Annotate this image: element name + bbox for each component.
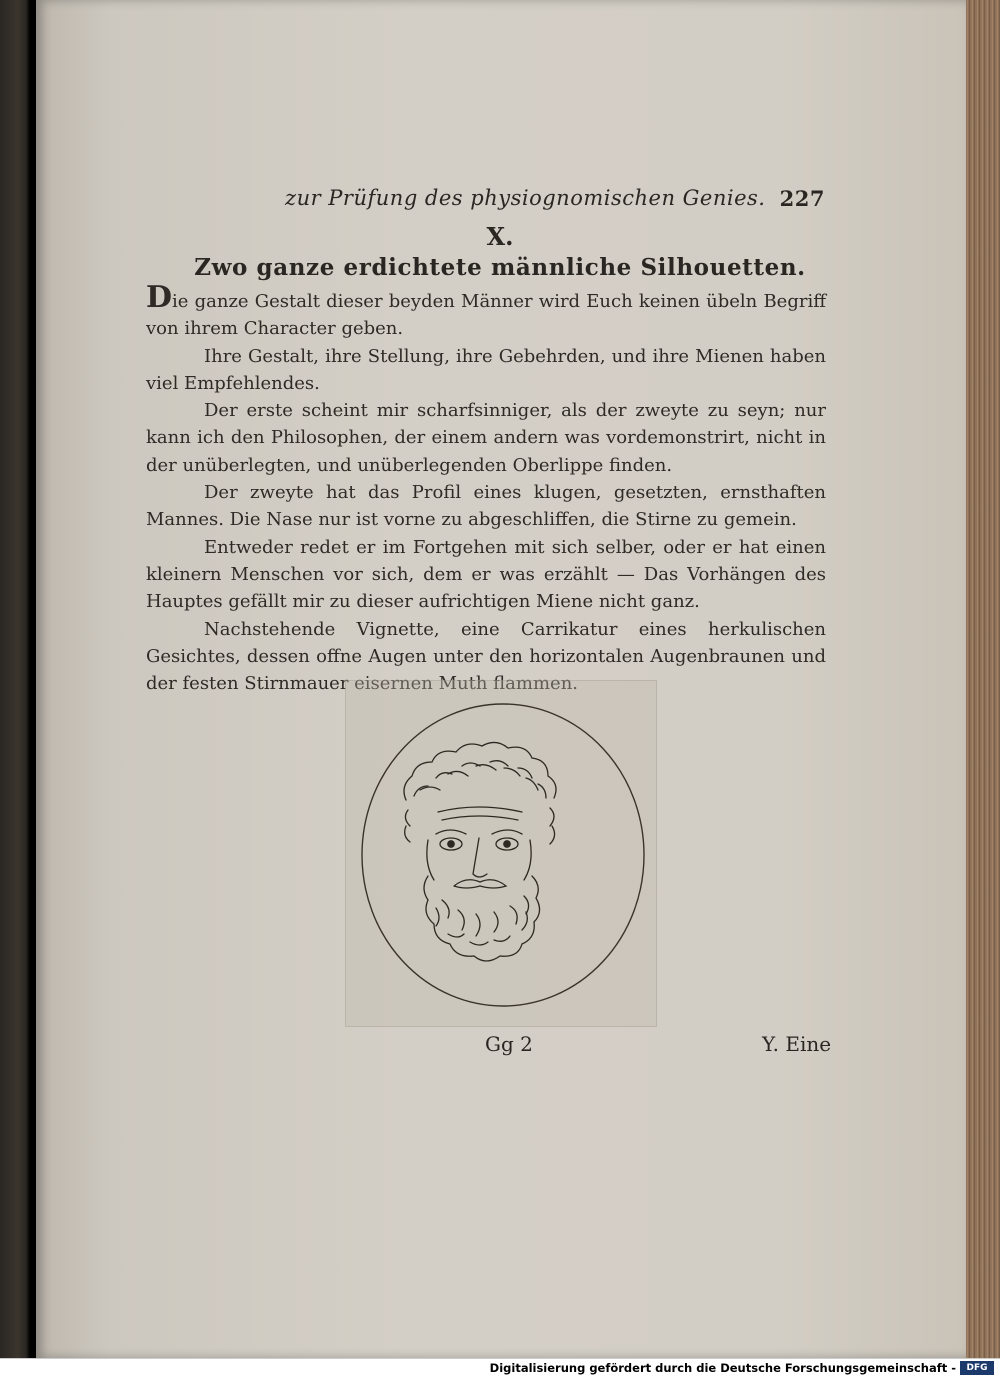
- paragraph: Die ganze Gestalt dieser beyden Männer wird Euch keinen übeln Begriff von ihrem Character geben.: [146, 280, 826, 340]
- body-text: [146, 280, 826, 697]
- drop-cap: D: [146, 280, 173, 315]
- dfg-logo: DFG: [960, 1361, 994, 1375]
- catchword: Y. Eine: [762, 1032, 832, 1056]
- paragraph: Der erste scheint mir scharfsinniger, als der zweyte zu seyn; nur kann ich den Philosophen, der einem andern was vordemonstrirt, nicht in der unüberlegten, und unüberlegenden Oberlippe finden.: [146, 400, 826, 476]
- funding-credit: Digitalisierung gefördert durch die Deutsche Forschungsgemeinschaft -: [489, 1361, 956, 1375]
- section-title: Zwo ganze erdichtete männliche Silhouetten.: [194, 254, 806, 281]
- paragraph: Ihre Gestalt, ihre Stellung, ihre Gebehrden, und ihre Mienen haben viel Empfehlendes.: [146, 345, 826, 394]
- vignette-head-engraving: [358, 700, 648, 1010]
- section-numeral: X.: [486, 222, 514, 251]
- paragraph: Nachstehende Vignette, eine Carrikatur eines herkulischen Gesichtes, dessen offne Augen unter den horizontalen Augenbraunen und der festen Stirnmauer eisernen Muth flammen.: [146, 618, 826, 695]
- running-header: [285, 186, 825, 216]
- page-edges: [966, 0, 1000, 1358]
- digitization-footer: [0, 1358, 1000, 1378]
- paragraph: Entweder redet er im Fortgehen mit sich selber, oder er hat einen kleinern Menschen vor sich, dem er was erzählt — Das Vorhängen des Hauptes gefällt mir zu dieser aufrichtigen Miene nicht ganz.: [146, 536, 826, 613]
- running-title: zur Prüfung des physiognomischen Genies.: [285, 186, 766, 210]
- page-number: 227: [779, 186, 825, 211]
- paragraph: Der zweyte hat das Profil eines klugen, gesetzten, ernsthaften Mannes. Die Nase nur ist vorne zu abgeschliffen, die Stirne zu gemein.: [146, 482, 826, 531]
- signature-mark: Gg 2: [485, 1032, 533, 1056]
